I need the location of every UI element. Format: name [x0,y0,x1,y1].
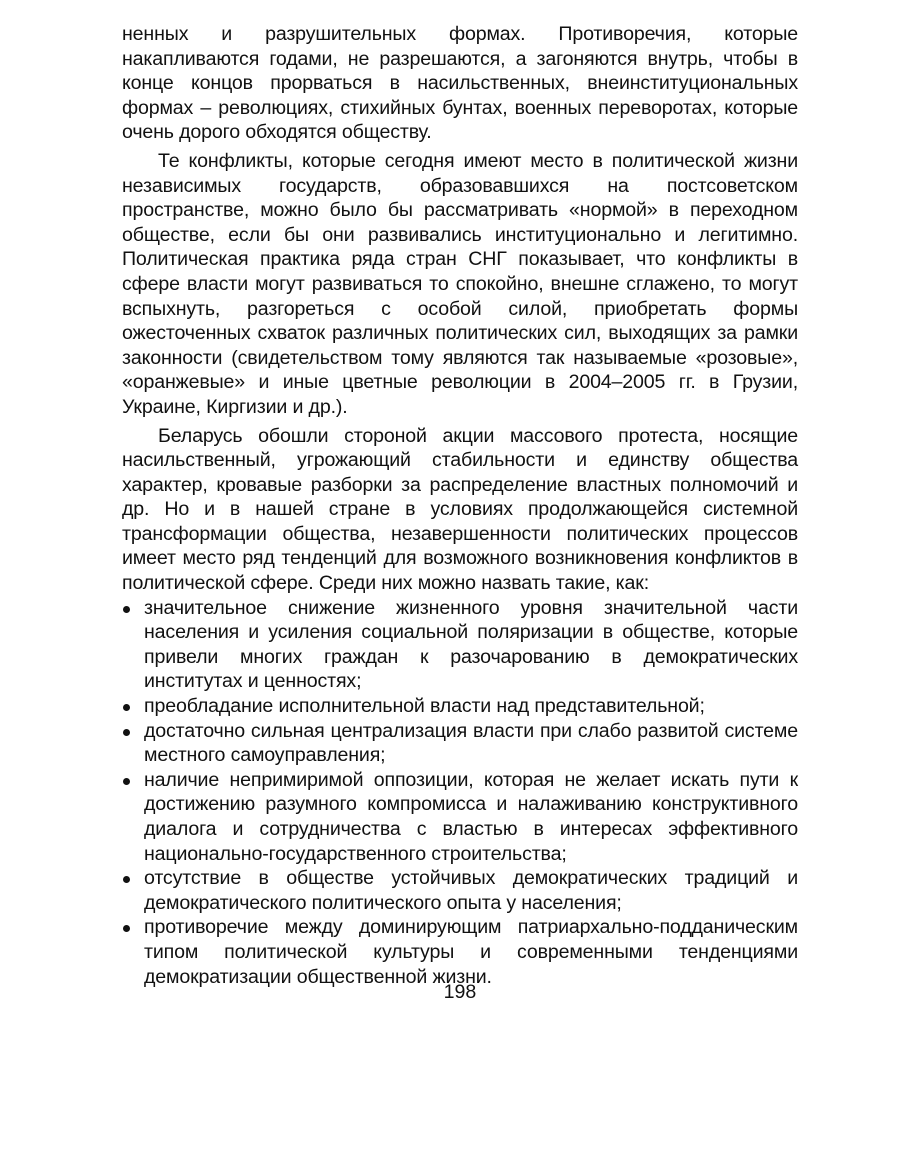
page-number: 198 [443,981,477,1003]
tendencies-list [122,596,798,990]
paragraph-continuation: ненных и разрушительных формах. Противоречия, которые накапливаются годами, не разрешаются, а загоняются внутрь, чтобы в конце концов прорваться в насильственных, внеинституциональных формах – революциях, стихийных бунтах, военных переворотах, которые очень дорого обходятся обществу. [122,23,798,144]
page-body [122,22,798,989]
paragraph-conflicts-post-soviet: Те конфликты, которые сегодня имеют место в политической жизни независимых государств, образовавшихся на постсоветском пространстве, можно было бы рассматривать «нормой» в переходном обществе, если бы они развивались институционально и легитимно. Политическая практика ряда стран СНГ показывает, что конфликты в сфере власти могут развиваться то спокойно, внешне сглажено, то могут вспыхнуть, разгореться с особой силой, приобретать формы ожесточенных схваток различных политических сил, выходящих за рамки законности (свидетельством тому являются так называемые «розовые», «оранжевые» и иные цветные революции в 2004–2005 гг. в Грузии, Украине, Киргизии и др.). [122,149,798,418]
paragraph-belarus: Беларусь обошли стороной акции массового протеста, носящие насильственный, угрожающий стабильности и единству общества характер, кровавые разборки за распределение властных полномочий и др. Но и в нашей стране в условиях продолжающейся системной трансформации общества, незавершенности политических процессов имеет место ряд тенденций для возможного возникновения конфликтов в политической сфере. Среди них можно назвать такие, как: [122,424,798,595]
list-item: отсутствие в обществе устойчивых демократических традиций и демократического политического опыта у населения; [122,866,798,915]
list-item: наличие непримиримой оппозиции, которая не желает искать пути к достижению разумного компромисса и налаживанию конструктивного диалога и сотрудничества с властью в интересах эффективного национально-государственного строительства; [122,768,798,866]
list-item: противоречие между доминирующим патриархально-подданическим типом политической культуры и современными тенденциями демократизации общественной жизни. [122,915,798,989]
list-item: значительное снижение жизненного уровня значительной части населения и усиления социальной поляризации в обществе, которые привели многих граждан к разочарованию в демократических институтах и ценностях; [122,596,798,694]
list-item: достаточно сильная централизация власти при слабо развитой системе местного самоуправления; [122,719,798,768]
list-item: преобладание исполнительной власти над представительной; [122,694,798,719]
